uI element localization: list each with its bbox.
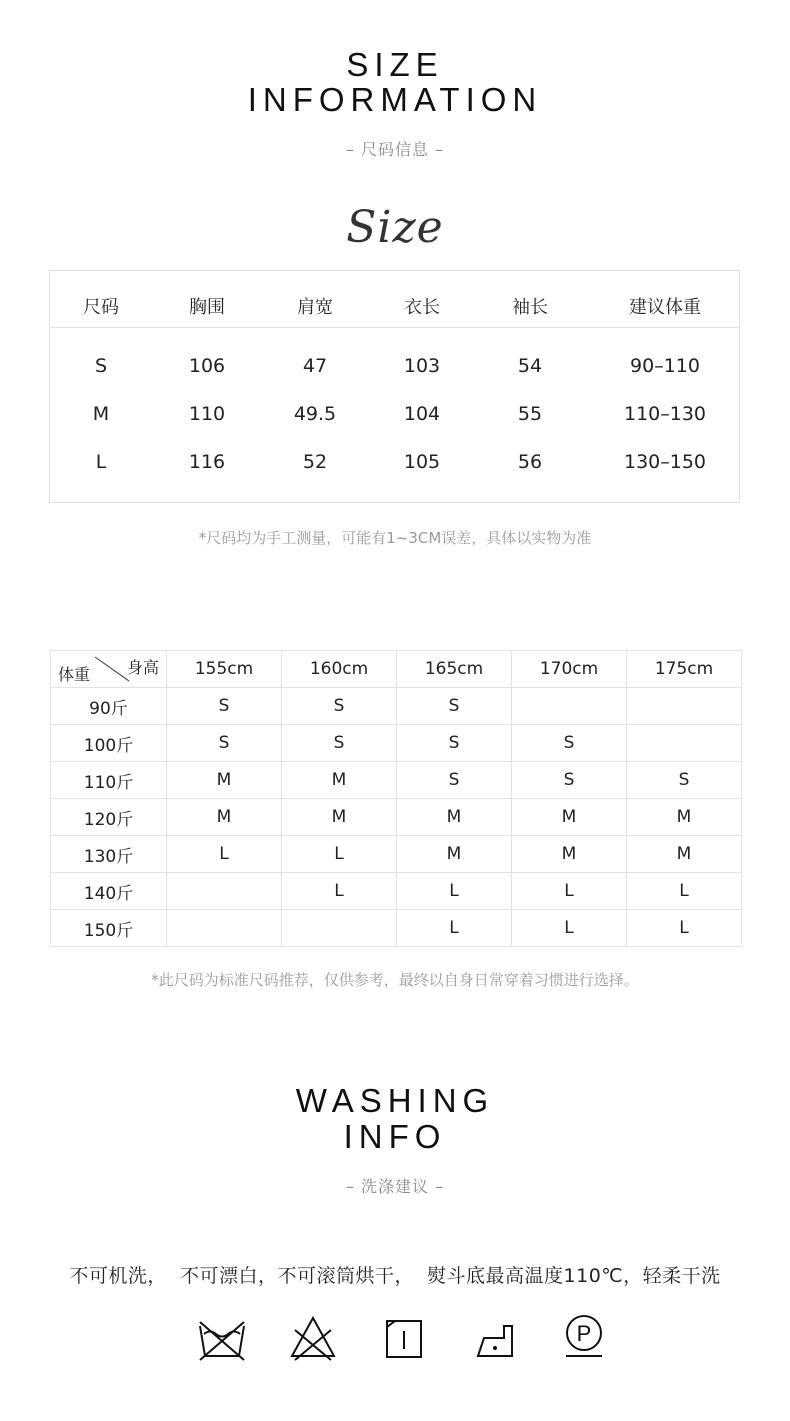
height-header: 175cm: [627, 651, 742, 688]
weight-label: 120斤: [51, 799, 167, 836]
size-subtitle: – 尺码信息 –: [345, 140, 445, 159]
size-rec-cell: S: [627, 762, 742, 799]
size-rec-cell: M: [512, 799, 627, 836]
size-table-divider: [50, 327, 739, 328]
size-rec-cell: L: [512, 873, 627, 910]
size-rec-cell: [167, 873, 282, 910]
size-cell: 104: [403, 403, 441, 425]
size-rec-cell: M: [167, 799, 282, 836]
size-rec-cell: M: [397, 836, 512, 873]
height-header: 170cm: [512, 651, 627, 688]
size-rec-cell: L: [282, 873, 397, 910]
svg-text:P: P: [576, 1321, 592, 1346]
size-rec-cell: [282, 910, 397, 947]
size-rec-cell: L: [282, 836, 397, 873]
size-rec-cell: M: [282, 799, 397, 836]
no-tumble-dry-icon: [378, 1312, 430, 1364]
size-table: [49, 270, 740, 503]
size-rec-cell: S: [167, 688, 282, 725]
size-cell: 52: [302, 451, 328, 473]
size-title-line1: SIZE: [346, 46, 444, 83]
table-row: [51, 688, 742, 725]
size-header-cell: 胸围: [189, 297, 225, 318]
size-header-cell: 衣长: [404, 297, 440, 318]
size-rec-cell: [167, 910, 282, 947]
size-cell: 105: [403, 451, 441, 473]
no-machine-wash-icon: [196, 1312, 248, 1364]
table-header-row: [51, 651, 742, 688]
corner-weight-label: 体重: [58, 665, 91, 684]
size-cell: L: [95, 451, 107, 473]
table-row: [51, 799, 742, 836]
size-rec-cell: L: [167, 836, 282, 873]
size-rec-cell: M: [627, 799, 742, 836]
no-bleach-icon: [287, 1312, 339, 1364]
size-rec-cell: [627, 725, 742, 762]
table-row: [51, 910, 742, 947]
weight-label: 90斤: [51, 688, 167, 725]
size-cell: 54: [517, 355, 543, 377]
size-rec-cell: [627, 688, 742, 725]
table-row: [51, 762, 742, 799]
weight-label: 110斤: [51, 762, 167, 799]
size-rec-cell: M: [167, 762, 282, 799]
size-header-cell: 袖长: [512, 297, 548, 318]
size-cell: 56: [517, 451, 543, 473]
washing-title-line1: WASHING: [295, 1082, 495, 1119]
washing-subtitle: – 洗涤建议 –: [345, 1177, 445, 1196]
size-cell: 55: [517, 403, 543, 425]
table-row: [51, 836, 742, 873]
size-cell: 130–150: [623, 451, 707, 473]
size-cell: 49.5: [293, 403, 337, 425]
size-rec-cell: L: [627, 873, 742, 910]
weight-label: 100斤: [51, 725, 167, 762]
size-rec-cell: S: [282, 688, 397, 725]
size-rec-cell: L: [397, 910, 512, 947]
height-header: 160cm: [282, 651, 397, 688]
size-cell: 103: [403, 355, 441, 377]
size-rec-cell: M: [512, 836, 627, 873]
weight-label: 150斤: [51, 910, 167, 947]
size-rec-cell: L: [512, 910, 627, 947]
size-cell: 47: [302, 355, 328, 377]
size-rec-cell: M: [282, 762, 397, 799]
size-rec-cell: S: [397, 762, 512, 799]
size-rec-cell: L: [627, 910, 742, 947]
size-rec-cell: S: [512, 762, 627, 799]
dry-clean-p-icon: [558, 1308, 610, 1360]
size-rec-cell: L: [397, 873, 512, 910]
size-header-cell: 建议体重: [629, 297, 701, 318]
corner-height-label: 身高: [126, 658, 159, 677]
size-cell: 116: [188, 451, 226, 473]
size-header-cell: 肩宽: [297, 297, 333, 318]
weight-label: 140斤: [51, 873, 167, 910]
height-header: 155cm: [167, 651, 282, 688]
washing-title-line2: INFO: [343, 1118, 447, 1155]
size-cell: 110–130: [623, 403, 707, 425]
size-rec-cell: S: [397, 688, 512, 725]
size-rec-cell: [512, 688, 627, 725]
size-rec-cell: S: [167, 725, 282, 762]
corner-cell: [51, 651, 167, 688]
size-rec-cell: M: [627, 836, 742, 873]
size-rec-cell: S: [397, 725, 512, 762]
weight-label: 130斤: [51, 836, 167, 873]
size-cell: 106: [188, 355, 226, 377]
recommendation-note: *此尺码为标准尺码推荐，仅供参考，最终以自身日常穿着习惯进行选择。: [151, 971, 639, 989]
table-row: [51, 873, 742, 910]
size-cell: M: [92, 403, 110, 425]
size-rec-cell: S: [512, 725, 627, 762]
size-script-title: Size: [346, 202, 444, 253]
size-cell: 90–110: [630, 355, 700, 377]
iron-low-temp-icon: [470, 1312, 522, 1364]
height-header: 165cm: [397, 651, 512, 688]
size-rec-cell: M: [397, 799, 512, 836]
size-header-cell: 尺码: [83, 297, 119, 318]
size-rec-cell: S: [282, 725, 397, 762]
size-recommendation-table: [50, 650, 742, 947]
size-cell: S: [94, 355, 108, 377]
size-cell: 110: [188, 403, 226, 425]
table-row: [51, 725, 742, 762]
size-table-note: *尺码均为手工测量，可能有1~3CM误差，具体以实物为准: [198, 529, 592, 547]
washing-instructions: 不可机洗， 不可漂白，不可滚筒烘干， 熨斗底最高温度110℃，轻柔干洗: [69, 1265, 721, 1287]
size-title-line2: INFORMATION: [247, 81, 543, 118]
